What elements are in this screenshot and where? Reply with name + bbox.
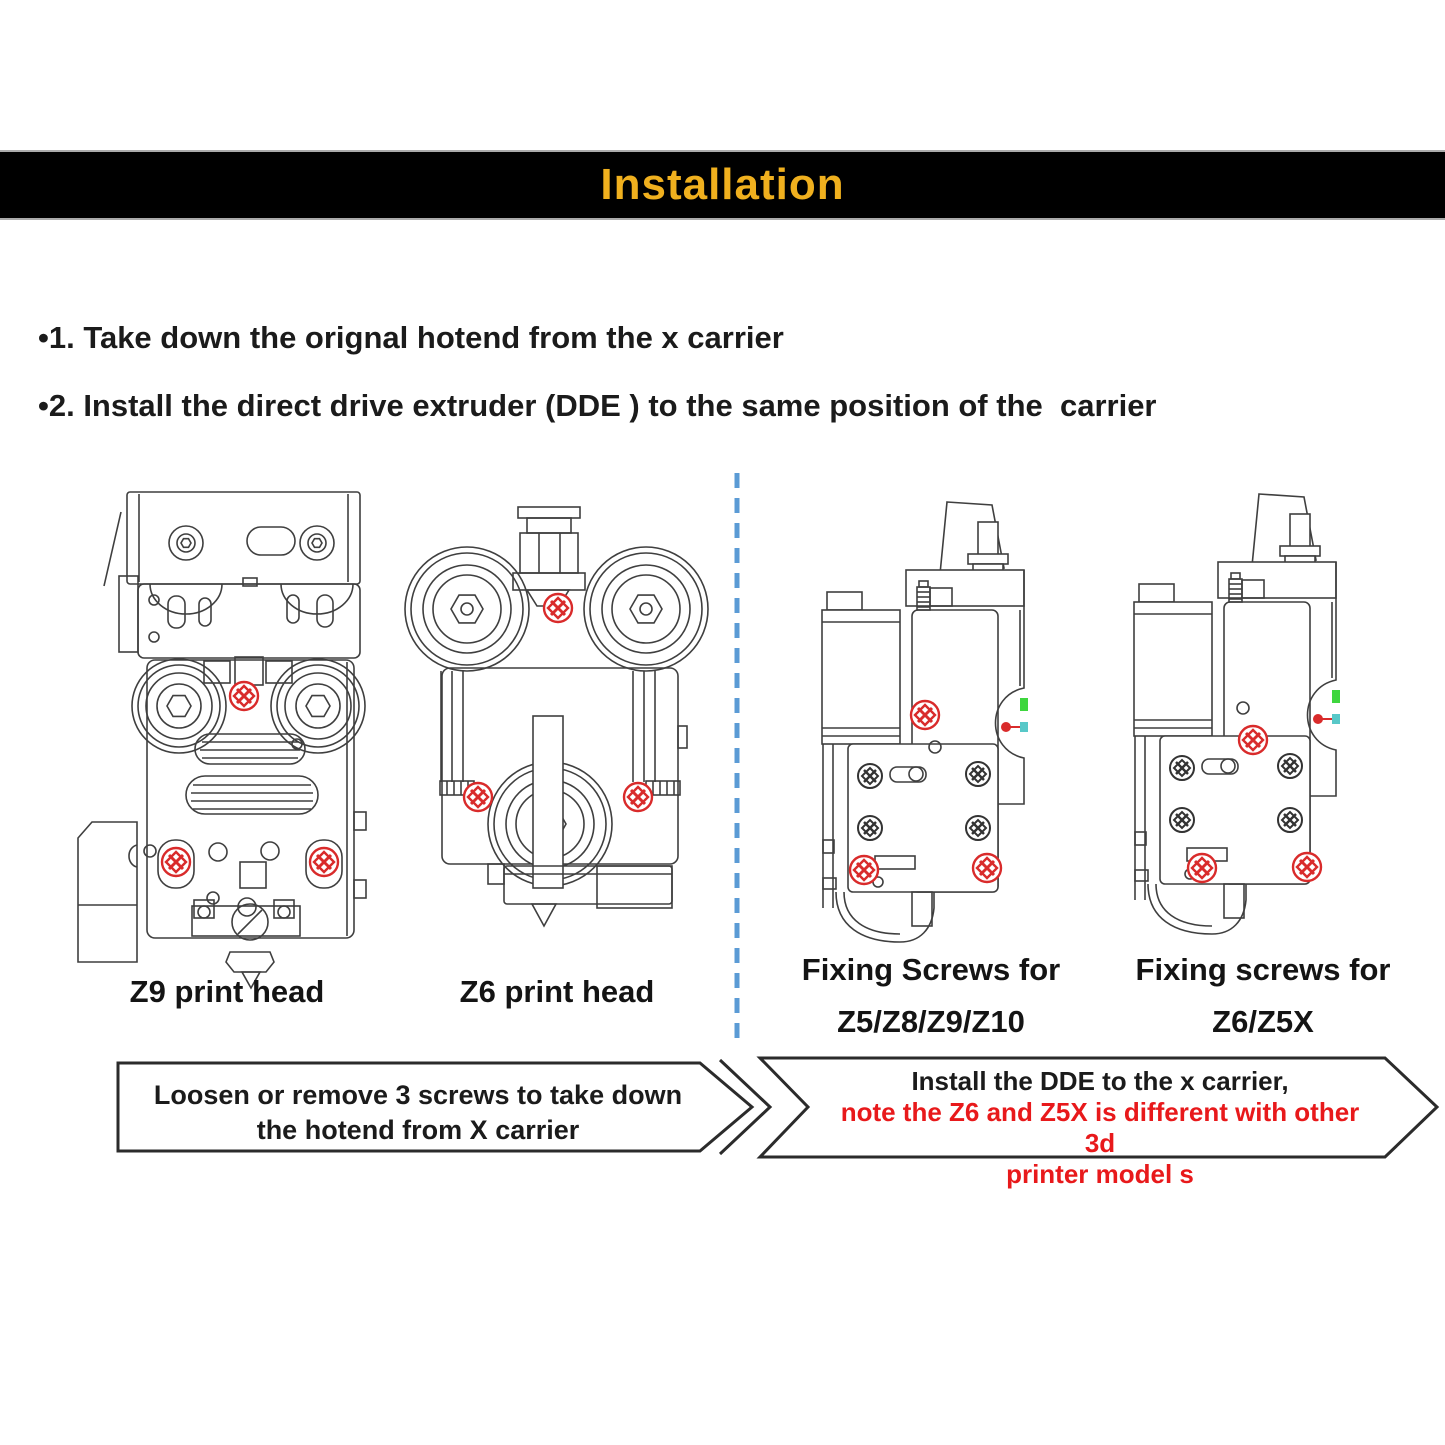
figure-caption-z9: Z9 print head (129, 974, 325, 1009)
fixing-screws-z6-drawing (1134, 494, 1340, 934)
fixing-screw-marker (310, 848, 338, 876)
callout-left-text (132, 1078, 704, 1148)
callout-right-line1: Install the DDE to the x carrier, (911, 1066, 1289, 1096)
fixing-screws-z5-drawing (822, 502, 1028, 942)
instruction-step-1: •1. Take down the orignal hotend from the x carrier (38, 320, 784, 355)
fixing-screw-marker (544, 594, 572, 622)
fixing-screw-marker (1188, 854, 1216, 882)
diagrams-canvas (0, 450, 1445, 1170)
callout-left-line1: Loosen or remove 3 screws to take down (153, 1080, 683, 1110)
callout-right-line2: note the Z6 and Z5X is different with other 3d (840, 1097, 1360, 1158)
figure-caption-fixing-z5-line2: Z5/Z8/Z9/Z10 (837, 1004, 1025, 1039)
instruction-steps (38, 320, 1157, 456)
banner (0, 150, 1445, 220)
figure-caption-z6: Z6 print head (459, 974, 655, 1009)
fixing-screw-marker (464, 783, 492, 811)
callout-left-line2: the hotend from X carrier (256, 1115, 580, 1145)
figure-caption-fixing-z6-line1: Fixing screws for (1135, 952, 1391, 987)
fixing-screw-marker (973, 854, 1001, 882)
fixing-screw-marker (1293, 853, 1321, 881)
fixing-screw-marker (624, 783, 652, 811)
callout-right-line3: printer model s (1006, 1159, 1194, 1189)
z6-print-head-drawing (405, 507, 708, 926)
figure-caption-fixing-z5-line1: Fixing Screws for (801, 952, 1061, 987)
fixing-screw-marker (850, 856, 878, 884)
fixing-screw-marker (162, 848, 190, 876)
fixing-screw-marker (911, 701, 939, 729)
figure-caption-fixing-z6-line2: Z6/Z5X (1212, 1004, 1314, 1039)
fixing-screw-marker (1239, 726, 1267, 754)
instruction-step-2: •2. Install the direct drive extruder (DDE ) to the same position of the carrier (38, 388, 1157, 423)
fixing-screw-marker (230, 682, 258, 710)
callout-right-text (822, 1066, 1378, 1190)
z9-print-head-drawing (78, 492, 366, 988)
page-title: Installation (600, 160, 845, 209)
